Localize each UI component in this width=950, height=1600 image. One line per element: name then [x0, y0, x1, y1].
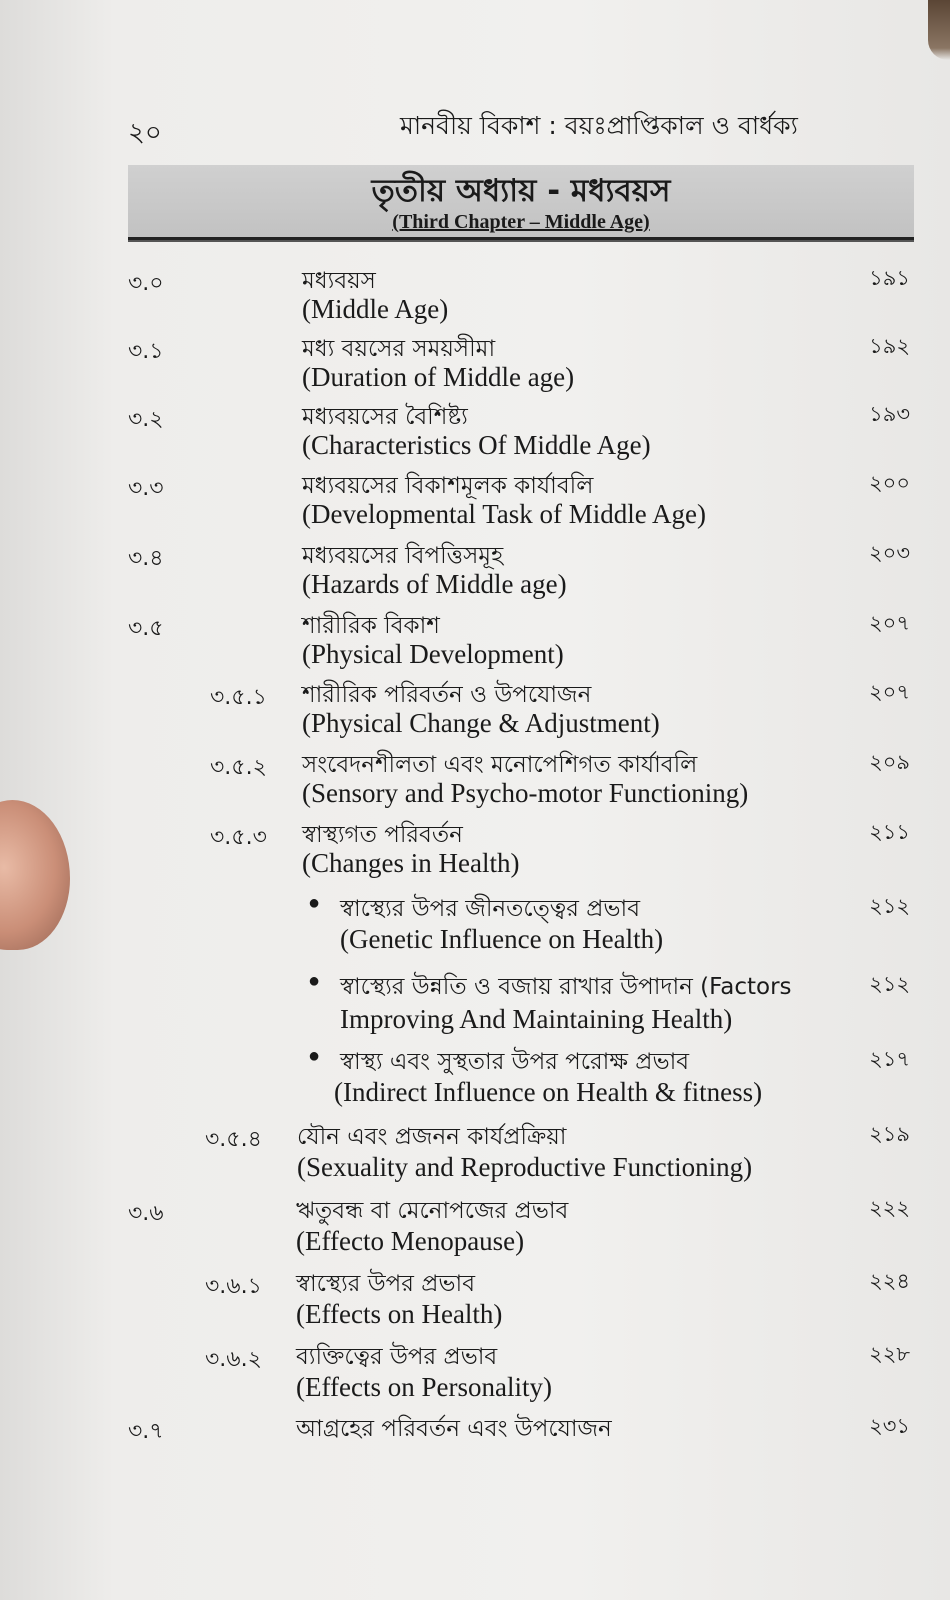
entry-page: ১৯১ [869, 266, 910, 290]
entry-page: ২০৭ [869, 611, 910, 635]
chapter-title-bn: তৃতীয় অধ্যায় - মধ্যবয়স [371, 173, 671, 209]
entry-number: ৩.৫.৩ [210, 825, 267, 850]
entry-title-en: (Physical Change & Adjustment) [302, 708, 660, 738]
entry-title-bn: মধ্যবয়সের বৈশিষ্ট্য [302, 404, 468, 430]
entry-title-bn: মধ্য বয়সের সময়সীমা [302, 336, 496, 362]
entry-page: ১৯৩ [869, 402, 910, 426]
entry-page: ২০৩ [869, 541, 910, 565]
thumb [0, 800, 70, 950]
bullet-icon: ● [308, 892, 321, 914]
entry-number: ৩.৫ [128, 616, 164, 641]
entry-page: ২২৪ [869, 1269, 910, 1293]
entry-page: ২১২ [869, 972, 910, 996]
entry-title-bn: সংবেদনশীলতা এবং মনোপেশিগত কার্যাবলি [302, 752, 698, 778]
entry-title-en: (Developmental Task of Middle Age) [302, 499, 707, 529]
entry-title-bn: ঋতুবন্ধ বা মেনোপজের প্রভাব [296, 1198, 569, 1224]
entry-page: ২৩১ [869, 1414, 910, 1438]
entry-title-bn: আগ্রহের পরিবর্তন এবং উপযোজন [296, 1416, 612, 1442]
entry-title-en: (Changes in Health) [302, 848, 520, 878]
entry-title-en: (Duration of Middle age) [302, 362, 575, 392]
entry-title-en: (Genetic Influence on Health) [340, 924, 664, 954]
entry-page: ২১৯ [869, 1122, 910, 1146]
entry-title-bn: মধ্যবয়স [302, 268, 376, 294]
entry-number: ৩.৬.১ [205, 1274, 262, 1299]
entry-title-bn: স্বাস্থ্যের উপর প্রভাব [296, 1271, 476, 1297]
entry-number: ৩.৬ [128, 1201, 164, 1226]
entry-title-en: (Sensory and Psycho-motor Functioning) [302, 778, 749, 808]
entry-title-bn: শারীরিক বিকাশ [302, 613, 440, 639]
entry-title-en: (Effects on Health) [296, 1299, 503, 1329]
entry-number: ৩.৫.৪ [205, 1127, 262, 1152]
entry-title-bn: স্বাস্থ্য এবং সুস্থতার উপর পরোক্ষ প্রভাব [340, 1049, 690, 1075]
entry-number: ৩.৫.২ [210, 755, 267, 780]
entry-page: ২১১ [869, 820, 910, 844]
entry-title-en: (Physical Development) [302, 639, 564, 669]
bullet-icon: ● [308, 1045, 321, 1067]
entry-title-en: (Sexuality and Reproductive Functioning) [297, 1152, 753, 1182]
entry-title-bn: শারীরিক পরিবর্তন ও উপযোজন [302, 682, 592, 708]
entry-title-en: (Hazards of Middle age) [302, 569, 567, 599]
entry-number: ৩.২ [128, 407, 164, 432]
chapter-title-en: (Third Chapter – Middle Age) [392, 211, 650, 233]
entry-title-en: (Indirect Influence on Health & fitness) [334, 1077, 763, 1107]
entry-title-en: (Middle Age) [302, 294, 449, 324]
entry-page: ২০৯ [869, 750, 910, 774]
entry-title-bn: মধ্যবয়সের বিপত্তিসমূহ [302, 543, 504, 569]
entry-title-bn: ব্যক্তিত্বের উপর প্রভাব [296, 1344, 498, 1370]
entry-page: ২১২ [869, 894, 910, 918]
entry-title-en: (Characteristics Of Middle Age) [302, 430, 651, 460]
running-title: মানবীয় বিকাশ : বয়ঃপ্রাপ্তিকাল ও বার্ধক্য [400, 111, 798, 140]
entry-title-en: (Effects on Personality) [296, 1372, 552, 1402]
entry-title-en: Improving And Maintaining Health) [340, 1004, 733, 1034]
page-edge-shadow [928, 0, 950, 60]
entry-number: ৩.৩ [128, 476, 164, 501]
entry-title-bn: স্বাস্থ্যের উন্নতি ও বজায় রাখার উপাদান (Factors [340, 974, 792, 1000]
entry-page: ২২২ [869, 1196, 910, 1220]
entry-title-bn: যৌন এবং প্রজনন কার্যপ্রক্রিয়া [297, 1124, 567, 1150]
entry-number: ৩.১ [128, 339, 164, 364]
entry-number: ৩.৭ [128, 1419, 164, 1444]
entry-page: ২০০ [869, 471, 910, 495]
entry-page: ২০৭ [869, 680, 910, 704]
entry-number: ৩.০ [128, 271, 164, 296]
page-number: ২০ [128, 118, 162, 148]
entry-page: ২১৭ [869, 1047, 910, 1071]
entry-title-bn: স্বাস্থ্যের উপর জীনতত্ত্বের প্রভাব [340, 896, 640, 922]
entry-number: ৩.৫.১ [210, 685, 267, 710]
entry-page: ১৯২ [869, 334, 910, 358]
entry-number: ৩.৬.২ [205, 1347, 262, 1372]
entry-page: ২২৮ [869, 1342, 910, 1366]
entry-title-bn: মধ্যবয়সের বিকাশমূলক কার্যাবলি [302, 473, 594, 499]
entry-title-bn: স্বাস্থ্যগত পরিবর্তন [302, 822, 463, 848]
entry-number: ৩.৪ [128, 546, 164, 571]
bullet-icon: ● [308, 970, 321, 992]
chapter-heading-band [128, 165, 914, 240]
entry-title-en: (Effecto Menopause) [296, 1226, 525, 1256]
